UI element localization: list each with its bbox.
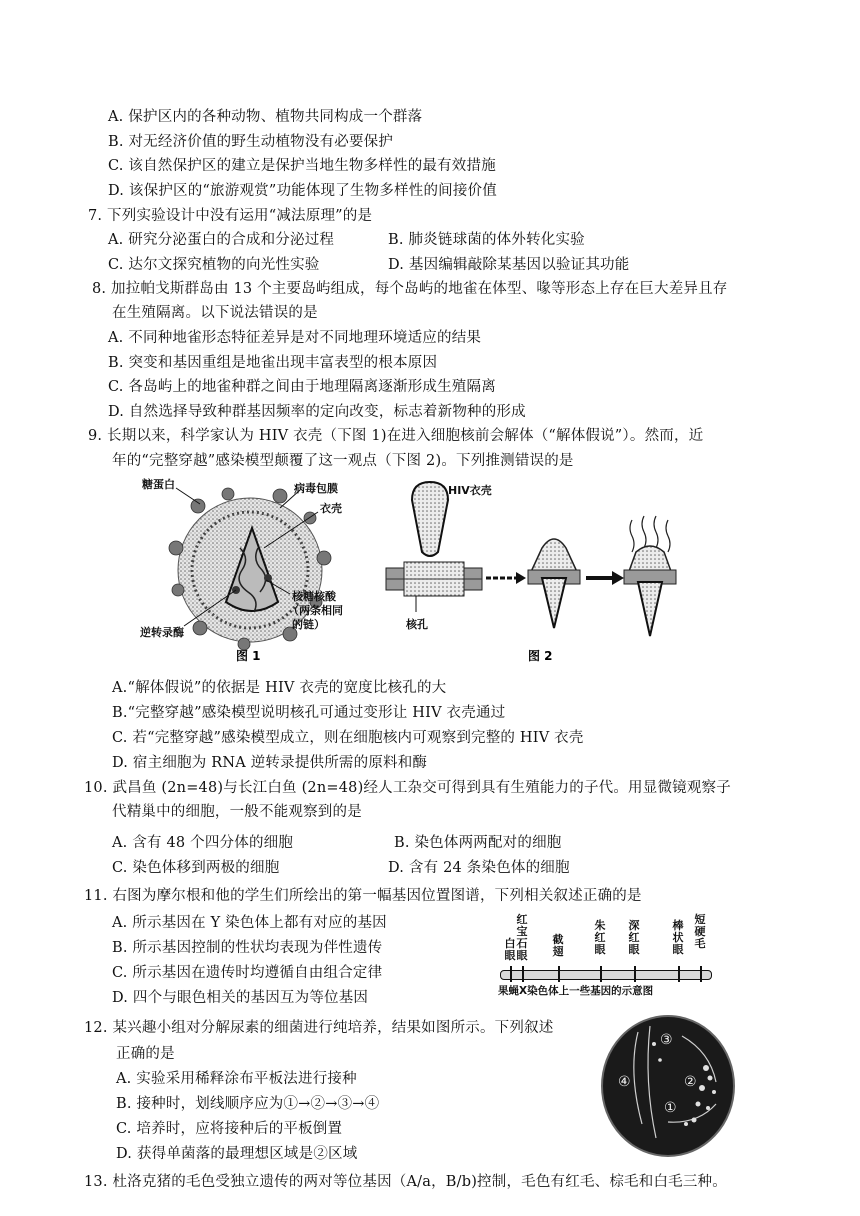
question-9-cont: 年的“完整穿越”感染模型颠覆了这一观点（下图 2)。下列推测错误的是 (112, 453, 574, 469)
q6-option-d: D. 该保护区的“旅游观赏”功能体现了生物多样性的间接价值 (108, 183, 497, 199)
question-10: 10. 武昌鱼 (2n=48)与长江白鱼 (2n=48)经人工杂交可得到具有生殖能力的子代。用显微镜观察子 (84, 780, 731, 796)
q6-option-b: B. 对无经济价值的野生动植物没有必要保护 (108, 134, 394, 150)
gene-carmine-eye: 深红眼 (628, 919, 640, 956)
label-glycoprotein: 糖蛋白 (142, 478, 175, 491)
q9-option-a: A.“解体假说”的依据是 HIV 衣壳的宽度比核孔的大 (112, 680, 447, 696)
figure-1-caption: 图 1 (236, 649, 261, 663)
q8-option-b: B. 突变和基因重组是地雀出现丰富表型的根本原因 (108, 355, 438, 371)
q10-option-a: A. 含有 48 个四分体的细胞 (112, 835, 294, 851)
question-13: 13. 杜洛克猪的毛色受独立遗传的两对等位基因（A/a，B/b)控制，毛色有红毛、棕毛和白毛三种。 (84, 1174, 727, 1190)
q10-option-d: D. 含有 24 条染色体的细胞 (388, 860, 570, 876)
q10-option-c: C. 染色体移到两极的细胞 (112, 860, 280, 876)
hiv-virion-figure (140, 478, 362, 668)
capsid-passing (542, 578, 566, 628)
region-4-label: ④ (618, 1074, 631, 1090)
q11-option-d: D. 四个与眼色相关的基因互为等位基因 (112, 990, 369, 1006)
question-8-cont: 在生殖隔离。以下说法错误的是 (112, 305, 318, 321)
q7-option-c: C. 达尔文探究植物的向光性实验 (108, 257, 320, 273)
gene-cut-wing: 截翅 (552, 933, 564, 958)
label-rna-2: （两条相同 (288, 604, 343, 617)
region-1-label: ① (664, 1100, 677, 1116)
q10-option-b: B. 染色体两两配对的细胞 (394, 835, 562, 851)
question-9: 9. 长期以来，科学家认为 HIV 衣壳（下图 1)在进入细胞核前会解体（“解体假说”）。然而，近 (88, 428, 704, 444)
question-12: 12. 某兴趣小组对分解尿素的细菌进行纯培养，结果如图所示。下列叙述 (84, 1020, 554, 1036)
gene-bristle: 短硬毛 (694, 913, 706, 950)
region-2-label: ② (684, 1074, 697, 1090)
label-reverse-transcriptase: 逆转录酶 (140, 626, 184, 639)
q7-option-a: A. 研究分泌蛋白的合成和分泌过程 (108, 232, 335, 248)
label-rna-1: 核糖核酸 (292, 590, 336, 603)
label-nuclear-pore: 核孔 (406, 618, 428, 631)
q9-option-d: D. 宿主细胞为 RNA 逆转录提供所需的原料和酶 (112, 755, 428, 771)
q8-option-d: D. 自然选择导致种群基因频率的定向改变，标志着新物种的形成 (108, 404, 526, 420)
question-8: 8. 加拉帕戈斯群岛由 13 个主要岛屿组成，每个岛屿的地雀在体型、喙等形态上存在巨大差异且存 (92, 281, 728, 297)
q12-option-c: C. 培养时，应将接种后的平板倒置 (116, 1121, 343, 1137)
q11-option-c: C. 所示基因在遗传时均遵循自由组合定律 (112, 965, 383, 981)
q12-option-a: A. 实验采用稀释涂布平板法进行接种 (116, 1071, 357, 1087)
gene-vermilion-eye: 朱红眼 (594, 919, 606, 956)
question-7: 7. 下列实验设计中没有运用“减法原理”的是 (88, 208, 373, 224)
gene-bar-eye: 棒状眼 (672, 919, 684, 956)
label-hiv-capsid: HIV衣壳 (448, 484, 492, 497)
figure-2-caption: 图 2 (528, 649, 553, 663)
label-envelope: 病毒包膜 (294, 482, 338, 495)
q7-option-b: B. 肺炎链球菌的体外转化实验 (388, 232, 585, 248)
nuclear-entry-figure (382, 478, 684, 668)
question-11: 11. 右图为摩尔根和他的学生们所绘出的第一幅基因位置图谱，下列相关叙述正确的是 (84, 888, 642, 904)
gene-map-caption: 果蝇X染色体上一些基因的示意图 (498, 985, 654, 997)
label-rna-3: 的链） (292, 618, 325, 631)
gene-white-eye: 白眼 (504, 937, 516, 962)
q8-option-c: C. 各岛屿上的地雀种群之间由于地理隔离逐渐形成生殖隔离 (108, 379, 496, 395)
q7-option-d: D. 基因编辑敲除某基因以验证其功能 (388, 257, 630, 273)
q8-option-a: A. 不同种地雀形态特征差异是对不同地理环境适应的结果 (108, 330, 482, 346)
question-10-cont: 代精巢中的细胞，一般不能观察到的是 (112, 804, 362, 820)
label-capsid: 衣壳 (320, 502, 342, 515)
q12-option-d: D. 获得单菌落的最理想区域是②区域 (116, 1146, 358, 1162)
q9-option-c: C. 若“完整穿越”感染模型成立，则在细胞核内可观察到完整的 HIV 衣壳 (112, 730, 584, 746)
q9-option-b: B.“完整穿越”感染模型说明核孔可通过变形让 HIV 衣壳通过 (112, 705, 506, 721)
question-12-cont: 正确的是 (116, 1046, 175, 1062)
q11-option-b: B. 所示基因控制的性状均表现为伴性遗传 (112, 940, 383, 956)
streak-plate-figure (598, 1012, 738, 1160)
q6-option-a: A. 保护区内的各种动物、植物共同构成一个群落 (108, 109, 423, 125)
gene-ruby-eye: 红宝石眼 (516, 913, 528, 962)
hiv-capsid-shape (412, 482, 448, 556)
q6-option-c: C. 该自然保护区的建立是保护当地生物多样性的最有效措施 (108, 158, 496, 174)
q11-option-a: A. 所示基因在 Y 染色体上都有对应的基因 (112, 915, 387, 931)
q12-option-b: B. 接种时，划线顺序应为①→②→③→④ (116, 1096, 380, 1112)
region-3-label: ③ (660, 1032, 673, 1048)
x-chromosome-gene-map (498, 910, 716, 1000)
chromosome-bar (500, 970, 712, 980)
